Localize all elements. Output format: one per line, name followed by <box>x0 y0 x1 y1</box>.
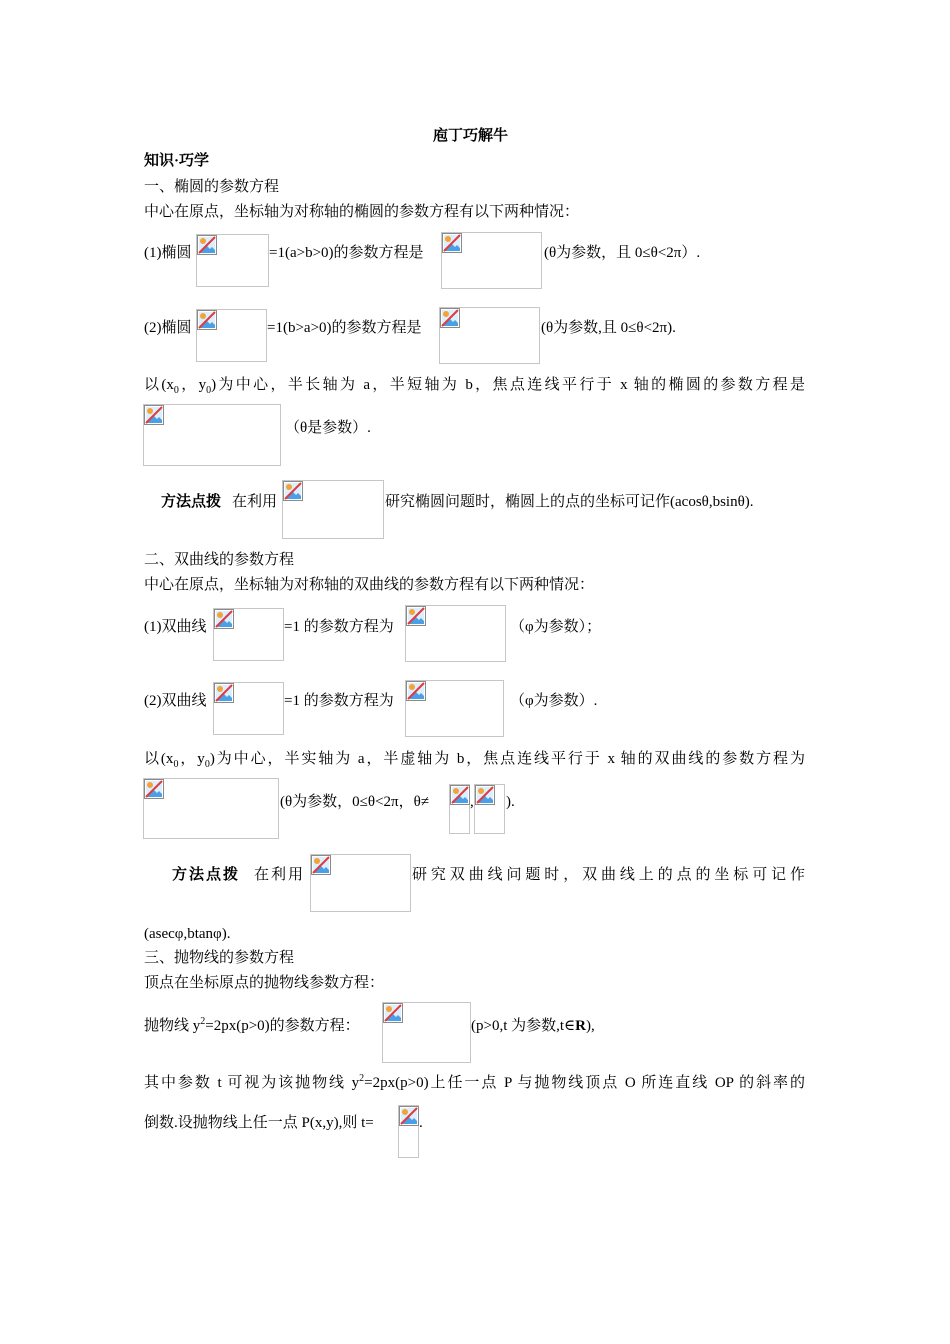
formula-image <box>474 784 505 834</box>
superscript: 2 <box>359 1073 365 1084</box>
text-segment: 以(x <box>144 377 174 393</box>
broken-image-icon <box>197 235 217 255</box>
method-tip-text: 研究双曲线问题时，双曲线上的点的坐标可记作 <box>412 867 805 883</box>
method-tip-prefix: 在利用 <box>232 494 278 510</box>
real-numbers-symbol: R <box>575 1018 586 1034</box>
hyperbola-general-text <box>144 749 805 769</box>
subscript: 0 <box>173 759 179 770</box>
broken-image-icon <box>442 233 462 253</box>
formula-image <box>441 232 542 289</box>
ellipse-general-suffix: （θ是参数）. <box>285 420 371 436</box>
text-segment: =2px(p>0)上任一点 P 与抛物线顶点 O 所连直线 OP 的斜率的 <box>364 1075 805 1091</box>
formula-image <box>143 404 281 466</box>
broken-image-icon <box>144 779 164 799</box>
formula-image <box>405 680 504 737</box>
formula-image <box>143 778 279 839</box>
method-tip-text: 研究椭圆问题时，椭圆上的点的坐标可记作(acosθ,bsinθ). <box>385 494 754 510</box>
parabola-note-line-2: 倒数.设抛物线上任一点 P(x,y),则 t= <box>144 1115 374 1131</box>
method-tip-label: 方法点拨 <box>172 867 241 883</box>
hyperbola-case-2-mid: =1 的参数方程为 <box>284 693 394 709</box>
subscript: 0 <box>206 385 212 396</box>
broken-image-icon <box>214 683 234 703</box>
broken-image-icon <box>311 855 331 875</box>
closing-paren: ). <box>506 794 515 810</box>
text-segment: =2px(p>0)的参数方程： <box>205 1018 360 1034</box>
formula-image <box>196 234 269 287</box>
ellipse-general-text <box>144 375 805 395</box>
text-segment: (p>0,t 为参数,t∈ <box>471 1018 576 1034</box>
broken-image-icon <box>283 481 303 501</box>
formula-image <box>310 854 411 912</box>
method-tip-label: 方法点拨 <box>161 494 222 510</box>
broken-image-icon <box>399 1106 419 1126</box>
broken-image-icon <box>383 1003 403 1023</box>
period: . <box>419 1115 423 1131</box>
broken-image-icon <box>406 681 426 701</box>
ellipse-case-2-suffix: (θ为参数,且 0≤θ<2π). <box>541 320 676 336</box>
formula-image <box>449 784 470 834</box>
formula-image <box>213 682 284 735</box>
ellipse-case-1-suffix: (θ为参数，且 0≤θ<2π）. <box>544 245 701 261</box>
hyperbola-case-1-prefix: (1)双曲线 <box>144 619 207 635</box>
method-tip-prefix: 在利用 <box>254 867 306 883</box>
formula-image <box>213 608 284 661</box>
comma: , <box>470 794 474 810</box>
text-segment: )为中心，半长轴为 a，半短轴为 b，焦点连线平行于 x 轴的椭圆的参数方程是 <box>211 377 805 393</box>
text-segment: 其中参数 t 可视为该抛物线 y <box>144 1075 360 1091</box>
subscript: 0 <box>204 759 210 770</box>
section-3-heading: 三、抛物线的参数方程 <box>144 950 295 966</box>
section-2-intro: 中心在原点，坐标轴为对称轴的双曲线的参数方程有以下两种情况： <box>144 577 595 593</box>
broken-image-icon <box>450 785 470 805</box>
broken-image-icon <box>214 609 234 629</box>
section-3-intro: 顶点在坐标原点的抛物线参数方程： <box>144 975 385 991</box>
formula-image <box>405 605 506 662</box>
method-tip-continuation: (asecφ,btanφ). <box>144 926 231 942</box>
hyperbola-case-2-suffix: （φ为参数）. <box>510 693 598 709</box>
hyperbola-case-1-mid: =1 的参数方程为 <box>284 619 394 635</box>
formula-image <box>439 307 540 364</box>
section-1-heading: 一、椭圆的参数方程 <box>144 179 280 195</box>
broken-image-icon <box>144 405 164 425</box>
page-title: 庖丁巧解牛 <box>433 128 509 144</box>
broken-image-icon <box>440 308 460 328</box>
section-1-intro: 中心在原点，坐标轴为对称轴的椭圆的参数方程有以下两种情况： <box>144 204 580 220</box>
formula-image <box>282 480 384 539</box>
parabola-equation-suffix <box>471 1016 595 1036</box>
text-segment: ，y <box>178 377 207 393</box>
broken-image-icon <box>406 606 426 626</box>
hyperbola-general-suffix: (θ为参数，0≤θ<2π，θ≠ <box>280 794 430 810</box>
ellipse-case-2-mid: =1(b>a>0)的参数方程是 <box>267 320 422 336</box>
text-segment: )为中心，半实轴为 a，半虚轴为 b，焦点连线平行于 x 轴的双曲线的参数方程为 <box>209 751 805 767</box>
section-2-heading: 二、双曲线的参数方程 <box>144 552 295 568</box>
parabola-note-line-1 <box>144 1073 805 1093</box>
hyperbola-case-1-suffix: （φ为参数）； <box>510 619 602 635</box>
parabola-equation-text <box>144 1016 360 1036</box>
text-segment: ，y <box>178 751 205 767</box>
ellipse-case-1-prefix: (1)椭圆 <box>144 245 192 261</box>
formula-image <box>196 309 267 362</box>
superscript: 2 <box>200 1016 206 1027</box>
hyperbola-case-2-prefix: (2)双曲线 <box>144 693 207 709</box>
text-segment: 抛物线 y <box>144 1018 201 1034</box>
formula-image <box>398 1105 419 1158</box>
section-heading-knowledge: 知识·巧学 <box>144 153 210 169</box>
broken-image-icon <box>197 310 217 330</box>
formula-image <box>382 1002 471 1063</box>
ellipse-case-1-mid: =1(a>b>0)的参数方程是 <box>269 245 424 261</box>
text-segment: 以(x <box>144 751 174 767</box>
subscript: 0 <box>173 385 179 396</box>
broken-image-icon <box>475 785 495 805</box>
text-segment: ), <box>586 1018 595 1034</box>
ellipse-case-2-prefix: (2)椭圆 <box>144 320 192 336</box>
